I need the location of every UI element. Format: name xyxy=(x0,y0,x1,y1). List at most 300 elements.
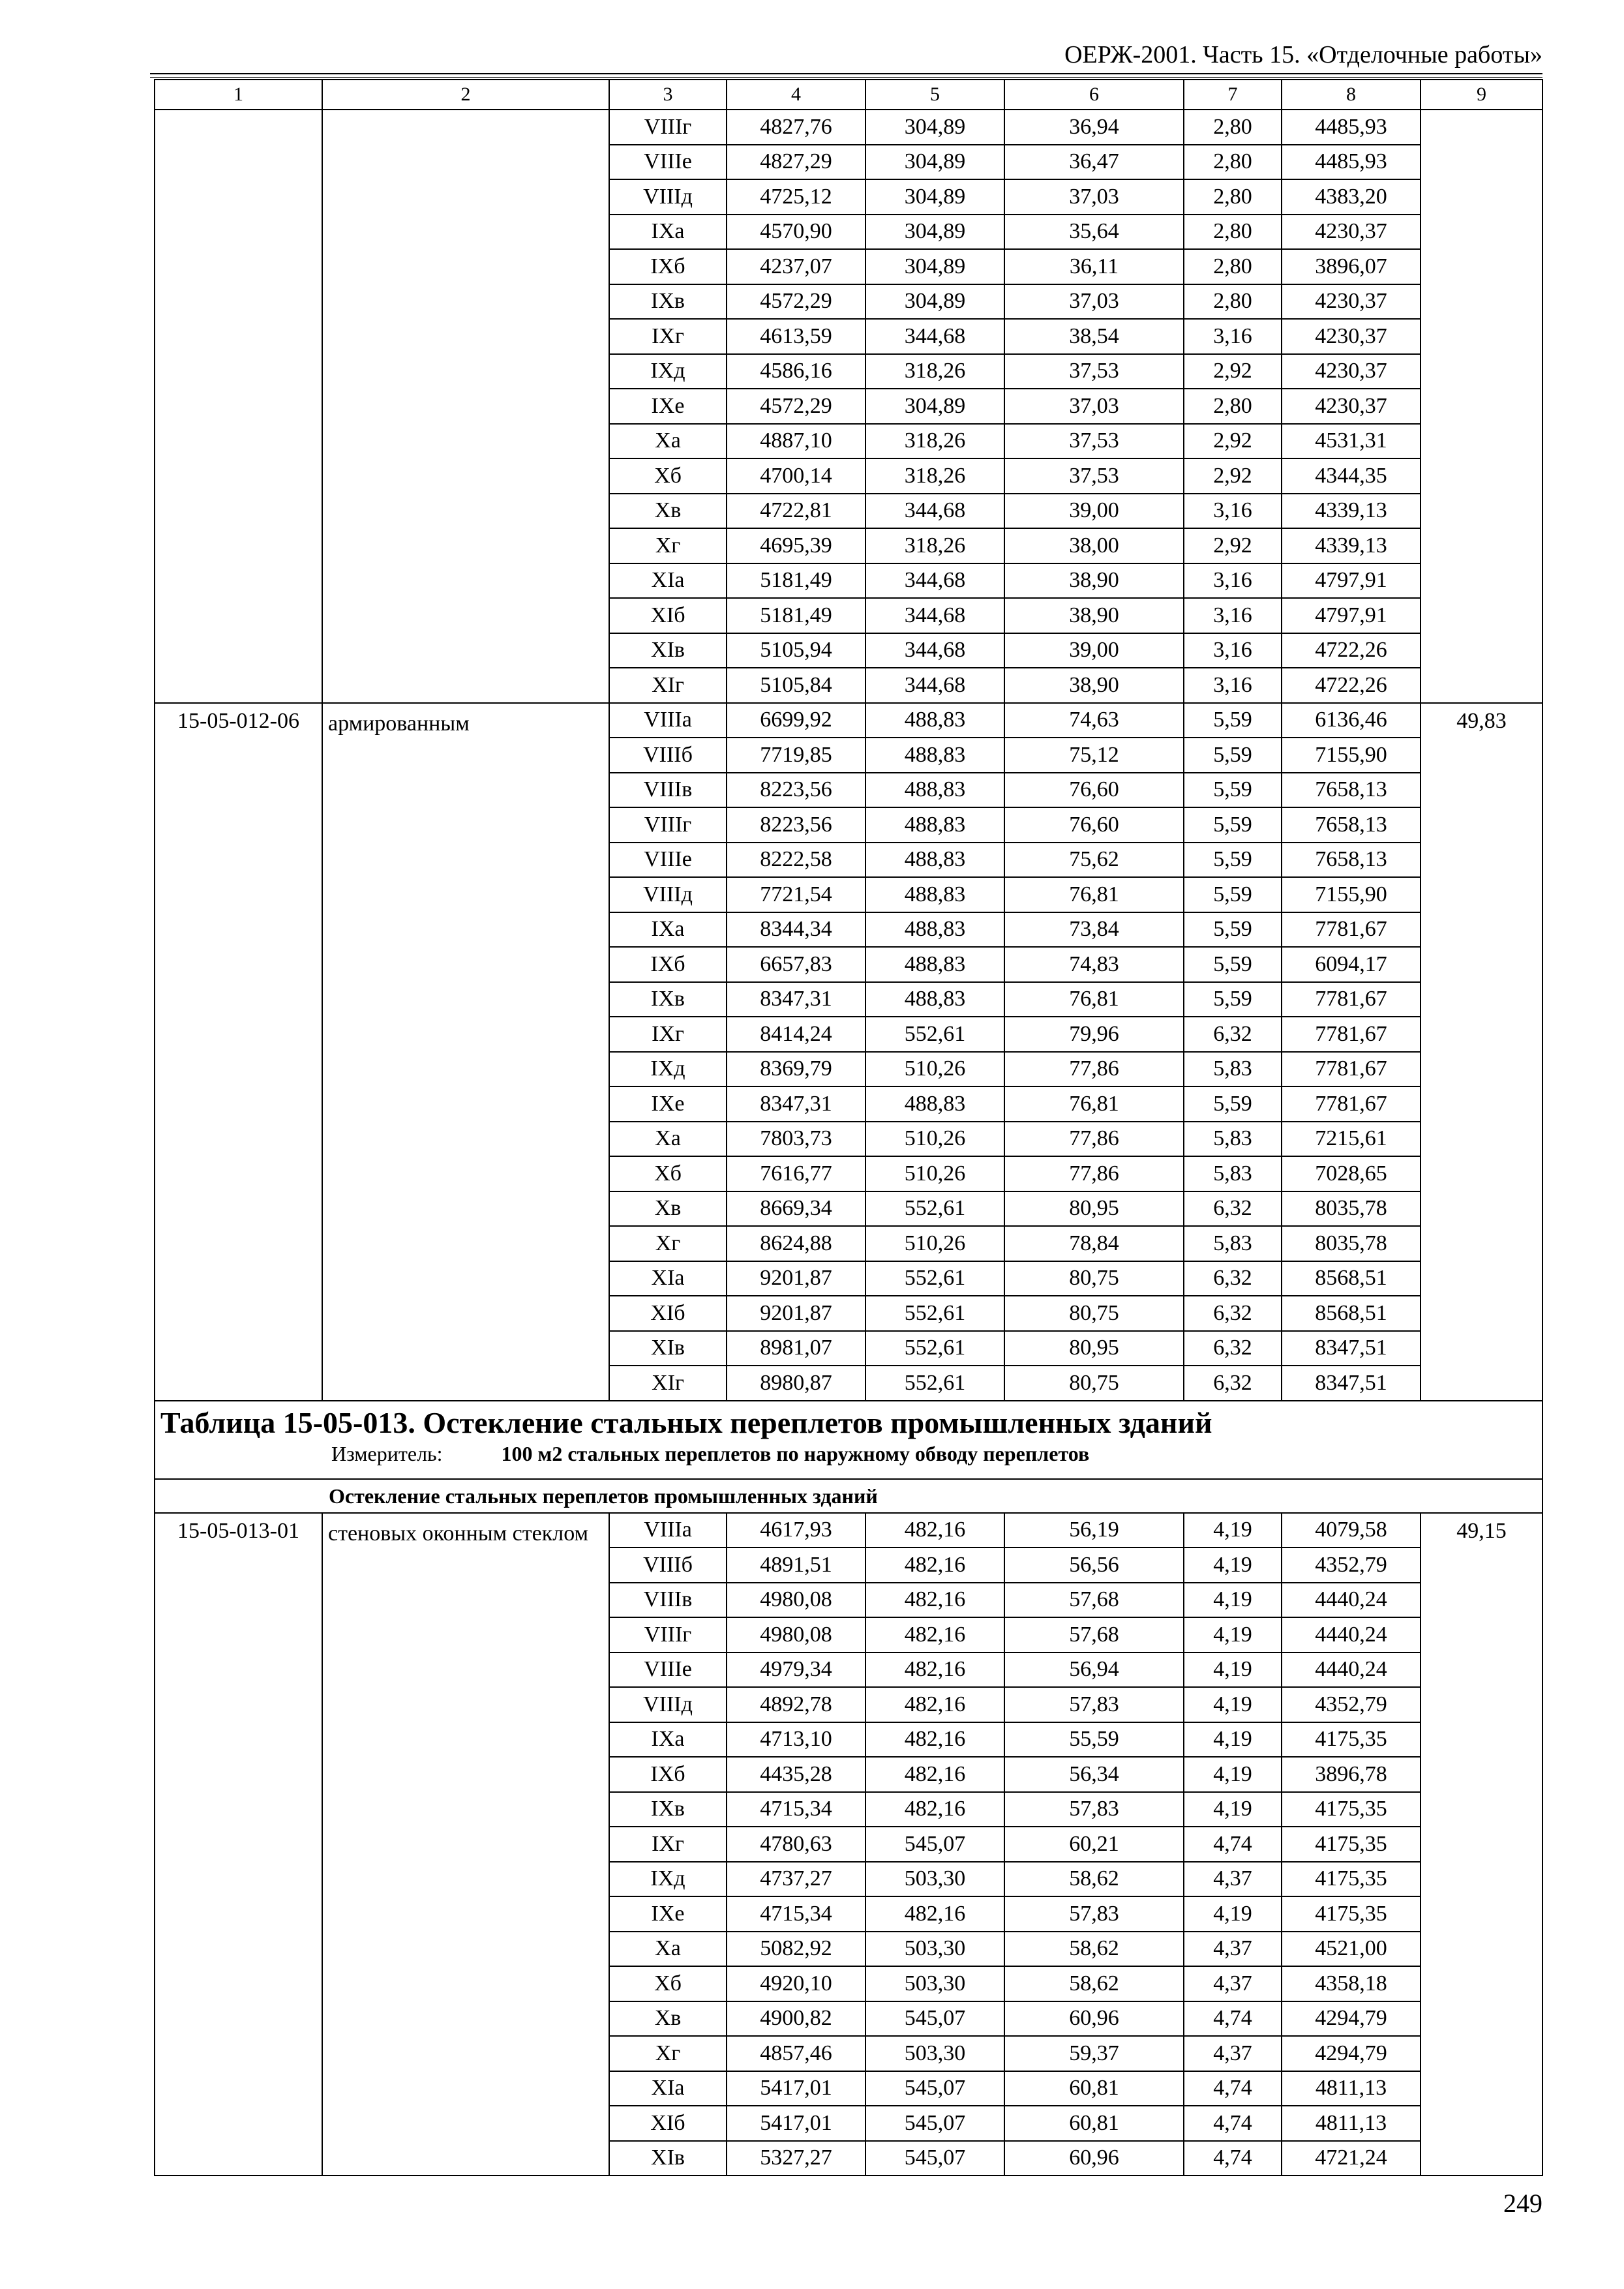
header-rule xyxy=(150,73,1542,78)
wages-cell: 545,07 xyxy=(865,2106,1004,2141)
zone-cell: Xa xyxy=(609,1932,727,1967)
driver-wages-cell: 2,80 xyxy=(1184,110,1282,145)
machines-cell: 74,83 xyxy=(1004,947,1184,982)
table-title: Таблица 15-05-013. Остекление стальных переплетов промышленных зданий xyxy=(160,1405,1212,1439)
materials-cell: 4722,26 xyxy=(1282,668,1421,703)
wages-cell: 344,68 xyxy=(865,598,1004,633)
zone-cell: XIa xyxy=(609,2071,727,2106)
column-number: 8 xyxy=(1282,80,1421,110)
driver-wages-cell: 3,16 xyxy=(1184,319,1282,354)
name-cell xyxy=(322,110,609,703)
zone-cell: IXд xyxy=(609,1052,727,1087)
materials-cell: 7781,67 xyxy=(1282,982,1421,1017)
driver-wages-cell: 5,59 xyxy=(1184,1086,1282,1122)
direct-cost-cell: 4570,90 xyxy=(727,215,865,250)
zone-cell: IXб xyxy=(609,947,727,982)
materials-cell: 4175,35 xyxy=(1282,1722,1421,1758)
wages-cell: 552,61 xyxy=(865,1296,1004,1331)
direct-cost-cell: 4900,82 xyxy=(727,2001,865,2037)
wages-cell: 545,07 xyxy=(865,1827,1004,1862)
machines-cell: 60,96 xyxy=(1004,2141,1184,2176)
driver-wages-cell: 4,19 xyxy=(1184,1548,1282,1583)
zone-cell: IXг xyxy=(609,319,727,354)
driver-wages-cell: 5,83 xyxy=(1184,1052,1282,1087)
materials-cell: 4344,35 xyxy=(1282,458,1421,494)
materials-cell: 4230,37 xyxy=(1282,319,1421,354)
wages-cell: 304,89 xyxy=(865,215,1004,250)
name-cell: стеновых оконным стеклом xyxy=(322,1513,609,2176)
zone-cell: IXв xyxy=(609,982,727,1017)
materials-cell: 4797,91 xyxy=(1282,563,1421,599)
zone-cell: XIв xyxy=(609,2141,727,2176)
materials-cell: 4175,35 xyxy=(1282,1862,1421,1897)
zone-cell: IXд xyxy=(609,354,727,389)
direct-cost-cell: 4827,29 xyxy=(727,145,865,180)
wages-cell: 488,83 xyxy=(865,703,1004,738)
zone-cell: Xг xyxy=(609,1226,727,1261)
wages-cell: 503,30 xyxy=(865,1966,1004,2001)
machines-cell: 80,95 xyxy=(1004,1191,1184,1227)
driver-wages-cell: 5,83 xyxy=(1184,1226,1282,1261)
zone-cell: Xв xyxy=(609,494,727,529)
wages-cell: 488,83 xyxy=(865,1086,1004,1122)
direct-cost-cell: 4617,93 xyxy=(727,1513,865,1548)
wages-cell: 552,61 xyxy=(865,1191,1004,1227)
machines-cell: 77,86 xyxy=(1004,1122,1184,1157)
wages-cell: 482,16 xyxy=(865,1687,1004,1722)
wages-cell: 482,16 xyxy=(865,1583,1004,1618)
direct-cost-cell: 4827,76 xyxy=(727,110,865,145)
materials-cell: 7781,67 xyxy=(1282,1086,1421,1122)
wages-cell: 304,89 xyxy=(865,389,1004,424)
direct-cost-cell: 4613,59 xyxy=(727,319,865,354)
wages-cell: 344,68 xyxy=(865,494,1004,529)
driver-wages-cell: 4,74 xyxy=(1184,2106,1282,2141)
materials-cell: 3896,07 xyxy=(1282,249,1421,284)
direct-cost-cell: 4857,46 xyxy=(727,2036,865,2071)
direct-cost-cell: 4980,08 xyxy=(727,1583,865,1618)
machines-cell: 76,81 xyxy=(1004,877,1184,912)
driver-wages-cell: 4,19 xyxy=(1184,1757,1282,1792)
zone-cell: VIIIг xyxy=(609,110,727,145)
direct-cost-cell: 7721,54 xyxy=(727,877,865,912)
direct-cost-cell: 9201,87 xyxy=(727,1261,865,1296)
materials-cell: 7658,13 xyxy=(1282,843,1421,878)
zone-cell: Xa xyxy=(609,424,727,459)
materials-cell: 8347,51 xyxy=(1282,1331,1421,1366)
machines-cell: 60,81 xyxy=(1004,2071,1184,2106)
wages-cell: 488,83 xyxy=(865,947,1004,982)
zone-cell: XIб xyxy=(609,598,727,633)
driver-wages-cell: 5,59 xyxy=(1184,947,1282,982)
materials-cell: 4294,79 xyxy=(1282,2001,1421,2037)
driver-wages-cell: 4,74 xyxy=(1184,2141,1282,2176)
machines-cell: 57,83 xyxy=(1004,1687,1184,1722)
machines-cell: 60,21 xyxy=(1004,1827,1184,1862)
machines-cell: 77,86 xyxy=(1004,1052,1184,1087)
machines-cell: 36,94 xyxy=(1004,110,1184,145)
machines-cell: 37,03 xyxy=(1004,179,1184,215)
driver-wages-cell: 4,19 xyxy=(1184,1896,1282,1932)
machines-cell: 36,11 xyxy=(1004,249,1184,284)
labor-cell: 49,15 xyxy=(1421,1513,1542,2176)
machines-cell: 37,03 xyxy=(1004,389,1184,424)
direct-cost-cell: 4887,10 xyxy=(727,424,865,459)
wages-cell: 304,89 xyxy=(865,110,1004,145)
driver-wages-cell: 2,92 xyxy=(1184,424,1282,459)
direct-cost-cell: 8347,31 xyxy=(727,982,865,1017)
direct-cost-cell: 5082,92 xyxy=(727,1932,865,1967)
materials-cell: 4485,93 xyxy=(1282,110,1421,145)
wages-cell: 545,07 xyxy=(865,2071,1004,2106)
materials-cell: 4721,24 xyxy=(1282,2141,1421,2176)
machines-cell: 74,63 xyxy=(1004,703,1184,738)
column-number: 6 xyxy=(1004,80,1184,110)
materials-cell: 8035,78 xyxy=(1282,1191,1421,1227)
zone-cell: Xб xyxy=(609,1966,727,2001)
driver-wages-cell: 2,80 xyxy=(1184,179,1282,215)
machines-cell: 38,90 xyxy=(1004,668,1184,703)
materials-cell: 8568,51 xyxy=(1282,1296,1421,1331)
direct-cost-cell: 8624,88 xyxy=(727,1226,865,1261)
column-number: 9 xyxy=(1421,80,1542,110)
wages-cell: 552,61 xyxy=(865,1331,1004,1366)
direct-cost-cell: 4891,51 xyxy=(727,1548,865,1583)
direct-cost-cell: 6699,92 xyxy=(727,703,865,738)
zone-cell: XIв xyxy=(609,633,727,668)
driver-wages-cell: 3,16 xyxy=(1184,494,1282,529)
machines-cell: 57,83 xyxy=(1004,1792,1184,1827)
wages-cell: 503,30 xyxy=(865,1862,1004,1897)
driver-wages-cell: 4,74 xyxy=(1184,1827,1282,1862)
zone-cell: XIг xyxy=(609,1366,727,1401)
zone-cell: XIв xyxy=(609,1331,727,1366)
wages-cell: 344,68 xyxy=(865,668,1004,703)
materials-cell: 4811,13 xyxy=(1282,2071,1421,2106)
direct-cost-cell: 4713,10 xyxy=(727,1722,865,1758)
wages-cell: 482,16 xyxy=(865,1617,1004,1653)
materials-cell: 4383,20 xyxy=(1282,179,1421,215)
wages-cell: 482,16 xyxy=(865,1653,1004,1688)
direct-cost-cell: 6657,83 xyxy=(727,947,865,982)
zone-cell: XIг xyxy=(609,668,727,703)
driver-wages-cell: 4,37 xyxy=(1184,1966,1282,2001)
machines-cell: 80,75 xyxy=(1004,1366,1184,1401)
materials-cell: 8347,51 xyxy=(1282,1366,1421,1401)
zone-cell: VIIIa xyxy=(609,1513,727,1548)
wages-cell: 545,07 xyxy=(865,2141,1004,2176)
machines-cell: 78,84 xyxy=(1004,1226,1184,1261)
driver-wages-cell: 3,16 xyxy=(1184,668,1282,703)
direct-cost-cell: 4780,63 xyxy=(727,1827,865,1862)
driver-wages-cell: 4,19 xyxy=(1184,1687,1282,1722)
materials-cell: 4440,24 xyxy=(1282,1617,1421,1653)
materials-cell: 4531,31 xyxy=(1282,424,1421,459)
table-title-row xyxy=(155,1401,1542,1479)
machines-cell: 37,53 xyxy=(1004,458,1184,494)
driver-wages-cell: 5,59 xyxy=(1184,738,1282,773)
wages-cell: 488,83 xyxy=(865,773,1004,808)
materials-cell: 4722,26 xyxy=(1282,633,1421,668)
column-number: 4 xyxy=(727,80,865,110)
zone-cell: XIб xyxy=(609,2106,727,2141)
driver-wages-cell: 4,19 xyxy=(1184,1722,1282,1758)
materials-cell: 4294,79 xyxy=(1282,2036,1421,2071)
direct-cost-cell: 4700,14 xyxy=(727,458,865,494)
zone-cell: VIIIе xyxy=(609,145,727,180)
wages-cell: 510,26 xyxy=(865,1226,1004,1261)
zone-cell: IXе xyxy=(609,1896,727,1932)
materials-cell: 7658,13 xyxy=(1282,807,1421,843)
driver-wages-cell: 4,19 xyxy=(1184,1617,1282,1653)
machines-cell: 57,68 xyxy=(1004,1617,1184,1653)
zone-cell: IXе xyxy=(609,1086,727,1122)
direct-cost-cell: 8414,24 xyxy=(727,1017,865,1052)
unit-line xyxy=(155,1438,1542,1464)
wages-cell: 488,83 xyxy=(865,982,1004,1017)
machines-cell: 77,86 xyxy=(1004,1156,1184,1191)
machines-cell: 80,95 xyxy=(1004,1331,1184,1366)
direct-cost-cell: 4725,12 xyxy=(727,179,865,215)
direct-cost-cell: 4237,07 xyxy=(727,249,865,284)
zone-cell: XIa xyxy=(609,1261,727,1296)
machines-cell: 57,83 xyxy=(1004,1896,1184,1932)
direct-cost-cell: 8223,56 xyxy=(727,773,865,808)
zone-cell: Xв xyxy=(609,2001,727,2037)
zone-cell: VIIIг xyxy=(609,807,727,843)
materials-cell: 4175,35 xyxy=(1282,1896,1421,1932)
zone-cell: Xг xyxy=(609,528,727,563)
driver-wages-cell: 4,74 xyxy=(1184,2071,1282,2106)
materials-cell: 8568,51 xyxy=(1282,1261,1421,1296)
materials-cell: 7781,67 xyxy=(1282,912,1421,948)
column-number: 3 xyxy=(609,80,727,110)
zone-cell: VIIIд xyxy=(609,179,727,215)
direct-cost-cell: 8222,58 xyxy=(727,843,865,878)
materials-cell: 4352,79 xyxy=(1282,1548,1421,1583)
wages-cell: 304,89 xyxy=(865,249,1004,284)
wages-cell: 488,83 xyxy=(865,912,1004,948)
zone-cell: VIIIе xyxy=(609,843,727,878)
direct-cost-cell: 4572,29 xyxy=(727,284,865,320)
wages-cell: 545,07 xyxy=(865,2001,1004,2037)
driver-wages-cell: 4,37 xyxy=(1184,1862,1282,1897)
driver-wages-cell: 5,59 xyxy=(1184,877,1282,912)
wages-cell: 318,26 xyxy=(865,458,1004,494)
wages-cell: 552,61 xyxy=(865,1017,1004,1052)
wages-cell: 482,16 xyxy=(865,1513,1004,1548)
direct-cost-cell: 4715,34 xyxy=(727,1792,865,1827)
zone-cell: VIIIб xyxy=(609,738,727,773)
direct-cost-cell: 5181,49 xyxy=(727,598,865,633)
code-cell xyxy=(155,110,322,703)
direct-cost-cell: 4715,34 xyxy=(727,1896,865,1932)
running-header: ОЕРЖ-2001. Часть 15. «Отделочные работы» xyxy=(1064,41,1542,68)
machines-cell: 57,68 xyxy=(1004,1583,1184,1618)
zone-cell: VIIIв xyxy=(609,773,727,808)
machines-cell: 58,62 xyxy=(1004,1862,1184,1897)
wages-cell: 318,26 xyxy=(865,528,1004,563)
machines-cell: 38,00 xyxy=(1004,528,1184,563)
machines-cell: 80,75 xyxy=(1004,1261,1184,1296)
materials-cell: 4797,91 xyxy=(1282,598,1421,633)
code-cell: 15-05-013-01 xyxy=(155,1513,322,2176)
wages-cell: 503,30 xyxy=(865,2036,1004,2071)
wages-cell: 510,26 xyxy=(865,1122,1004,1157)
materials-cell: 4440,24 xyxy=(1282,1583,1421,1618)
materials-cell: 4175,35 xyxy=(1282,1792,1421,1827)
direct-cost-cell: 4435,28 xyxy=(727,1757,865,1792)
machines-cell: 75,62 xyxy=(1004,843,1184,878)
materials-cell: 4175,35 xyxy=(1282,1827,1421,1862)
zone-cell: IXa xyxy=(609,215,727,250)
table-title-cell xyxy=(155,1401,1542,1479)
machines-cell: 38,90 xyxy=(1004,563,1184,599)
direct-cost-cell: 7719,85 xyxy=(727,738,865,773)
zone-cell: IXд xyxy=(609,1862,727,1897)
materials-cell: 4339,13 xyxy=(1282,528,1421,563)
machines-cell: 37,53 xyxy=(1004,354,1184,389)
materials-cell: 7781,67 xyxy=(1282,1052,1421,1087)
driver-wages-cell: 5,83 xyxy=(1184,1122,1282,1157)
materials-cell: 7155,90 xyxy=(1282,877,1421,912)
zone-cell: Xг xyxy=(609,2036,727,2071)
direct-cost-cell: 5417,01 xyxy=(727,2071,865,2106)
driver-wages-cell: 3,16 xyxy=(1184,598,1282,633)
unit-label: Измеритель: xyxy=(331,1441,443,1465)
direct-cost-cell: 4979,34 xyxy=(727,1653,865,1688)
materials-cell: 7028,65 xyxy=(1282,1156,1421,1191)
zone-cell: XIa xyxy=(609,563,727,599)
zone-cell: VIIIг xyxy=(609,1617,727,1653)
machines-cell: 58,62 xyxy=(1004,1966,1184,2001)
column-number-row xyxy=(155,80,1542,110)
zone-cell: Xa xyxy=(609,1122,727,1157)
materials-cell: 7215,61 xyxy=(1282,1122,1421,1157)
wages-cell: 304,89 xyxy=(865,284,1004,320)
wages-cell: 318,26 xyxy=(865,424,1004,459)
driver-wages-cell: 4,19 xyxy=(1184,1653,1282,1688)
direct-cost-cell: 9201,87 xyxy=(727,1296,865,1331)
direct-cost-cell: 8223,56 xyxy=(727,807,865,843)
materials-cell: 4485,93 xyxy=(1282,145,1421,180)
section-row xyxy=(155,1479,1542,1513)
driver-wages-cell: 2,80 xyxy=(1184,249,1282,284)
driver-wages-cell: 6,32 xyxy=(1184,1366,1282,1401)
direct-cost-cell: 4892,78 xyxy=(727,1687,865,1722)
direct-cost-cell: 5105,94 xyxy=(727,633,865,668)
zone-cell: VIIIд xyxy=(609,877,727,912)
wages-cell: 304,89 xyxy=(865,179,1004,215)
zone-cell: VIIIд xyxy=(609,1687,727,1722)
direct-cost-cell: 8669,34 xyxy=(727,1191,865,1227)
table-row xyxy=(155,703,1542,738)
zone-cell: Xб xyxy=(609,458,727,494)
machines-cell: 75,12 xyxy=(1004,738,1184,773)
driver-wages-cell: 5,59 xyxy=(1184,703,1282,738)
materials-cell: 4521,00 xyxy=(1282,1932,1421,1967)
driver-wages-cell: 5,59 xyxy=(1184,982,1282,1017)
machines-cell: 80,75 xyxy=(1004,1296,1184,1331)
wages-cell: 344,68 xyxy=(865,633,1004,668)
driver-wages-cell: 2,92 xyxy=(1184,528,1282,563)
driver-wages-cell: 4,74 xyxy=(1184,2001,1282,2037)
materials-cell: 6094,17 xyxy=(1282,947,1421,982)
machines-cell: 73,84 xyxy=(1004,912,1184,948)
zone-cell: IXг xyxy=(609,1017,727,1052)
driver-wages-cell: 2,80 xyxy=(1184,145,1282,180)
machines-cell: 38,54 xyxy=(1004,319,1184,354)
direct-cost-cell: 5417,01 xyxy=(727,2106,865,2141)
direct-cost-cell: 8981,07 xyxy=(727,1331,865,1366)
machines-cell: 39,00 xyxy=(1004,494,1184,529)
zone-cell: IXв xyxy=(609,284,727,320)
zone-cell: Xв xyxy=(609,1191,727,1227)
machines-cell: 60,96 xyxy=(1004,2001,1184,2037)
materials-cell: 6136,46 xyxy=(1282,703,1421,738)
zone-cell: Xб xyxy=(609,1156,727,1191)
wages-cell: 344,68 xyxy=(865,319,1004,354)
table-row xyxy=(155,110,1542,145)
materials-cell: 3896,78 xyxy=(1282,1757,1421,1792)
rates-table xyxy=(154,79,1543,2176)
labor-cell xyxy=(1421,110,1542,703)
page-number: 249 xyxy=(1503,2189,1542,2218)
machines-cell: 56,19 xyxy=(1004,1513,1184,1548)
driver-wages-cell: 3,16 xyxy=(1184,563,1282,599)
driver-wages-cell: 4,37 xyxy=(1184,1932,1282,1967)
materials-cell: 7155,90 xyxy=(1282,738,1421,773)
direct-cost-cell: 4980,08 xyxy=(727,1617,865,1653)
driver-wages-cell: 2,80 xyxy=(1184,389,1282,424)
materials-cell: 7658,13 xyxy=(1282,773,1421,808)
zone-cell: VIIIa xyxy=(609,703,727,738)
machines-cell: 36,47 xyxy=(1004,145,1184,180)
wages-cell: 488,83 xyxy=(865,877,1004,912)
direct-cost-cell: 5327,27 xyxy=(727,2141,865,2176)
driver-wages-cell: 4,19 xyxy=(1184,1792,1282,1827)
zone-cell: VIIIе xyxy=(609,1653,727,1688)
wages-cell: 510,26 xyxy=(865,1052,1004,1087)
direct-cost-cell: 4586,16 xyxy=(727,354,865,389)
machines-cell: 76,60 xyxy=(1004,807,1184,843)
driver-wages-cell: 4,19 xyxy=(1184,1513,1282,1548)
zone-cell: IXб xyxy=(609,1757,727,1792)
materials-cell: 7781,67 xyxy=(1282,1017,1421,1052)
machines-cell: 60,81 xyxy=(1004,2106,1184,2141)
wages-cell: 482,16 xyxy=(865,1896,1004,1932)
materials-cell: 4352,79 xyxy=(1282,1687,1421,1722)
machines-cell: 76,60 xyxy=(1004,773,1184,808)
machines-cell: 37,53 xyxy=(1004,424,1184,459)
name-cell: армированным xyxy=(322,703,609,1401)
materials-cell: 8035,78 xyxy=(1282,1226,1421,1261)
column-number: 2 xyxy=(322,80,609,110)
direct-cost-cell: 4572,29 xyxy=(727,389,865,424)
wages-cell: 344,68 xyxy=(865,563,1004,599)
driver-wages-cell: 6,32 xyxy=(1184,1296,1282,1331)
wages-cell: 304,89 xyxy=(865,145,1004,180)
direct-cost-cell: 4737,27 xyxy=(727,1862,865,1897)
wages-cell: 552,61 xyxy=(865,1261,1004,1296)
zone-cell: VIIIв xyxy=(609,1583,727,1618)
wages-cell: 488,83 xyxy=(865,738,1004,773)
machines-cell: 79,96 xyxy=(1004,1017,1184,1052)
materials-cell: 4230,37 xyxy=(1282,389,1421,424)
zone-cell: IXб xyxy=(609,249,727,284)
materials-cell: 4230,37 xyxy=(1282,354,1421,389)
wages-cell: 552,61 xyxy=(865,1366,1004,1401)
